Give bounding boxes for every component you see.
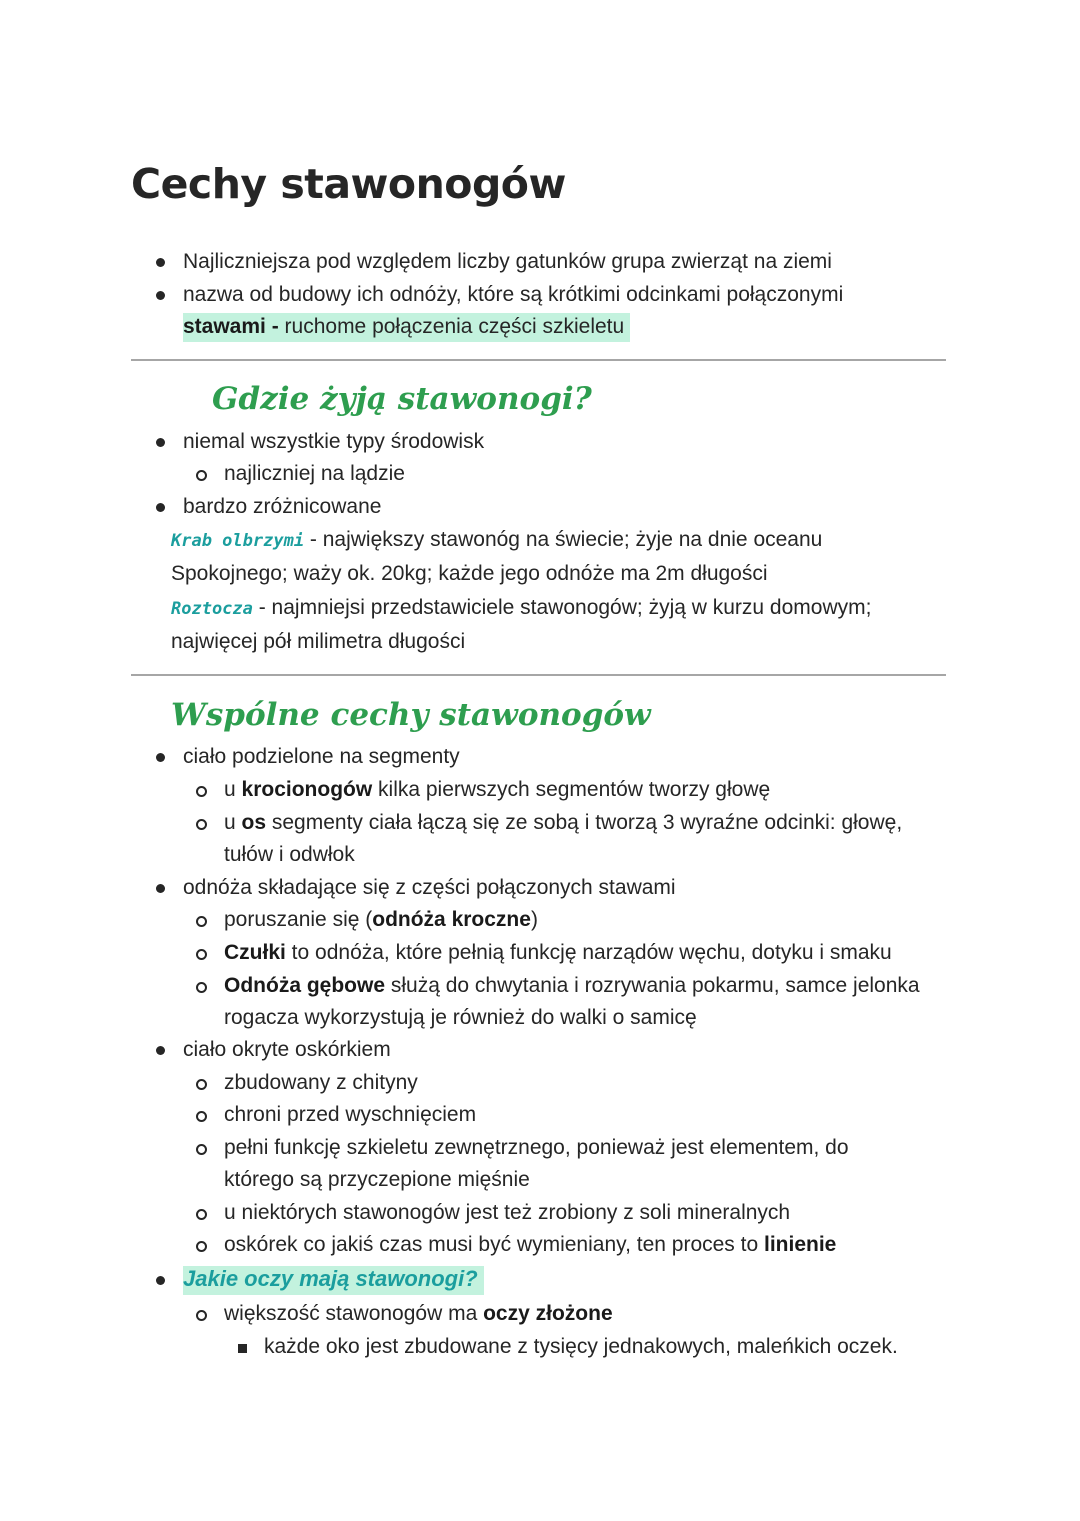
circle-bullet-icon	[196, 916, 207, 927]
list-item: bardzo zróżnicowane	[183, 495, 382, 518]
bullet-icon	[156, 291, 165, 300]
circle-bullet-icon	[196, 949, 207, 960]
circle-bullet-icon	[196, 1079, 207, 1090]
list-item: niemal wszystkie typy środowisk	[183, 430, 485, 453]
circle-bullet-icon	[196, 819, 207, 830]
section-heading: Gdzie żyją stawonogi?	[212, 381, 592, 417]
bullet-icon	[156, 1046, 165, 1055]
list-subitem: poruszanie się (odnóża kroczne)	[224, 908, 538, 931]
text-line: najwięcej pół milimetra długości	[171, 630, 466, 653]
list-subitem: większość stawonogów ma oczy złożone	[224, 1302, 613, 1325]
list-item: ciało podzielone na segmenty	[183, 745, 460, 768]
list-subitem: u os segmenty ciała łączą się ze sobą i tworzą 3 wyraźne odcinki: głowę,	[224, 811, 903, 834]
list-subitem-continuation: rogacza wykorzystują je również do walki o samicę	[224, 1006, 697, 1029]
list-subitem: Czułki to odnóża, które pełnią funkcję narządów węchu, dotyku i smaku	[224, 941, 892, 964]
list-subitem: Odnóża gębowe służą do chwytania i rozrywania pokarmu, samce jelonka	[224, 974, 920, 997]
bullet-icon	[156, 753, 165, 762]
text-line: Spokojnego; waży ok. 20kg; każde jego odnóże ma 2m długości	[171, 562, 768, 585]
square-bullet-icon	[238, 1344, 247, 1353]
list-item-continuation	[183, 311, 630, 343]
circle-bullet-icon	[196, 1209, 207, 1220]
list-item: Najliczniejsza pod względem liczby gatunków grupa zwierząt na ziemi	[183, 250, 832, 273]
list-subitem: oskórek co jakiś czas musi być wymieniany, ten proces to linienie	[224, 1233, 837, 1256]
bullet-icon	[156, 503, 165, 512]
divider	[131, 359, 946, 361]
bullet-icon	[156, 438, 165, 447]
divider	[131, 674, 946, 676]
highlight: stawami - ruchome połączenia części szkieletu	[183, 313, 630, 342]
text-line: Roztocza - najmniejsi przedstawiciele stawonogów; żyją w kurzu domowym;	[171, 596, 872, 619]
list-subitem: pełni funkcję szkieletu zewnętrznego, ponieważ jest elementem, do	[224, 1136, 849, 1159]
section-heading: Wspólne cechy stawonogów	[171, 697, 651, 733]
circle-bullet-icon	[196, 470, 207, 481]
list-subsubitem: każde oko jest zbudowane z tysięcy jednakowych, maleńkich oczek.	[264, 1335, 898, 1358]
circle-bullet-icon	[196, 1144, 207, 1155]
list-subitem: u krocionogów kilka pierwszych segmentów tworzy głowę	[224, 778, 771, 801]
list-subitem: u niektórych stawonogów jest też zrobiony z soli mineralnych	[224, 1201, 791, 1224]
circle-bullet-icon	[196, 1111, 207, 1122]
list-item: ciało okryte oskórkiem	[183, 1038, 391, 1061]
list-subitem: chroni przed wyschnięciem	[224, 1103, 477, 1126]
text-line: Krab olbrzymi - największy stawonóg na świecie; żyje na dnie oceanu	[171, 528, 823, 551]
term-stawami: stawami -	[183, 315, 279, 338]
circle-bullet-icon	[196, 786, 207, 797]
question-heading: Jakie oczy mają stawonogi?	[183, 1266, 478, 1291]
circle-bullet-icon	[196, 1310, 207, 1321]
page-title: Cechy stawonogów	[131, 160, 566, 208]
list-subitem-continuation: tułów i odwłok	[224, 843, 355, 866]
circle-bullet-icon	[196, 982, 207, 993]
highlight	[183, 1266, 484, 1295]
term-krab: Krab olbrzymi	[171, 531, 305, 551]
bullet-icon	[156, 884, 165, 893]
list-subitem-continuation: którego są przyczepione mięśnie	[224, 1168, 530, 1191]
list-item: odnóża składające się z części połączonych stawami	[183, 876, 676, 899]
list-subitem: zbudowany z chityny	[224, 1071, 418, 1094]
list-item: nazwa od budowy ich odnóży, które są krótkimi odcinkami połączonymi	[183, 283, 844, 306]
list-item	[183, 1263, 484, 1296]
bullet-icon	[156, 258, 165, 267]
bullet-icon	[156, 1276, 165, 1285]
term-roztocza: Roztocza	[171, 599, 253, 619]
list-subitem: najliczniej na lądzie	[224, 462, 405, 485]
circle-bullet-icon	[196, 1241, 207, 1252]
